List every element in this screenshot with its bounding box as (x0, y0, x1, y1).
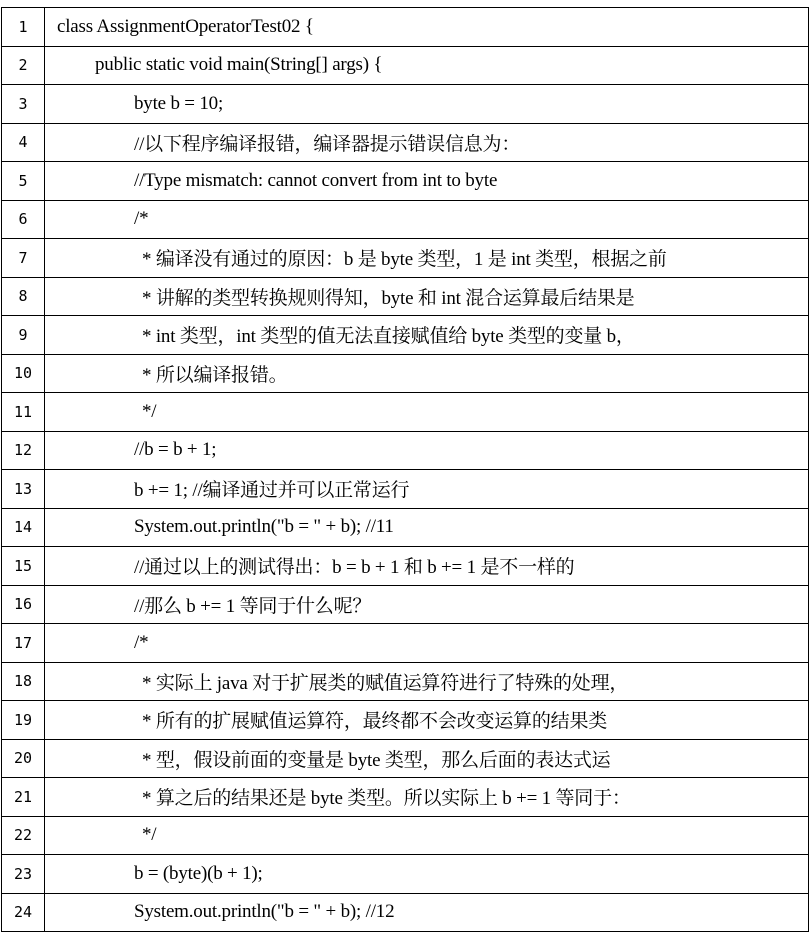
line-number: 22 (2, 816, 45, 855)
code-text: b += 1; //编译通过并可以正常运行 (134, 480, 410, 502)
code-text: * 所以编译报错。 (142, 364, 288, 386)
code-row (2, 277, 809, 316)
code-row (2, 46, 809, 85)
code-row (2, 508, 809, 547)
code-row (2, 816, 809, 855)
code-text: //Type mismatch: cannot convert from int to byte (134, 169, 498, 191)
code-cell (45, 778, 809, 817)
line-number: 10 (2, 354, 45, 393)
line-number: 19 (2, 701, 45, 740)
code-text: * int 类型，int 类型的值无法直接赋值给 byte 类型的变量 b， (142, 326, 635, 348)
code-listing-table (1, 7, 809, 932)
code-cell (45, 354, 809, 393)
line-number: 21 (2, 778, 45, 817)
line-number: 23 (2, 855, 45, 894)
line-number: 16 (2, 585, 45, 624)
code-cell (45, 816, 809, 855)
code-cell (45, 239, 809, 278)
code-row (2, 547, 809, 586)
code-text: * 实际上 java 对于扩展类的赋值运算符进行了特殊的处理， (142, 672, 629, 694)
line-number: 20 (2, 739, 45, 778)
code-text: * 所有的扩展赋值运算符，最终都不会改变运算的结果类 (142, 711, 608, 733)
code-text: //那么 b += 1 等同于什么呢？ (134, 595, 372, 617)
code-row (2, 393, 809, 432)
code-text: /* (134, 631, 149, 653)
line-number: 12 (2, 431, 45, 470)
code-row (2, 585, 809, 624)
code-row (2, 893, 809, 932)
code-cell (45, 739, 809, 778)
code-cell (45, 123, 809, 162)
code-row (2, 162, 809, 201)
code-text: * 型，假设前面的变量是 byte 类型，那么后面的表达式运 (142, 749, 611, 771)
code-text: System.out.println("b = " + b); //12 (134, 901, 395, 923)
code-cell (45, 162, 809, 201)
code-cell (45, 470, 809, 509)
line-number: 3 (2, 85, 45, 124)
code-text: //以下程序编译报错，编译器提示错误信息为： (134, 133, 521, 155)
code-cell (45, 46, 809, 85)
line-number: 8 (2, 277, 45, 316)
code-row (2, 739, 809, 778)
code-row (2, 855, 809, 894)
code-row (2, 431, 809, 470)
code-row (2, 354, 809, 393)
code-row (2, 624, 809, 663)
code-text: //b = b + 1; (134, 439, 217, 461)
code-text: */ (142, 824, 157, 846)
code-row (2, 123, 809, 162)
code-row (2, 85, 809, 124)
code-cell (45, 393, 809, 432)
code-text: * 讲解的类型转换规则得知，byte 和 int 混合运算最后结果是 (142, 287, 635, 309)
code-text: byte b = 10; (134, 92, 224, 114)
code-text: System.out.println("b = " + b); //11 (134, 516, 394, 538)
code-text: public static void main(String[] args) { (95, 54, 383, 76)
code-cell (45, 624, 809, 663)
line-number: 2 (2, 46, 45, 85)
code-text: //通过以上的测试得出：b = b + 1 和 b += 1 是不一样的 (134, 557, 575, 579)
line-number: 9 (2, 316, 45, 355)
code-row (2, 778, 809, 817)
code-cell (45, 200, 809, 239)
line-number: 5 (2, 162, 45, 201)
line-number: 4 (2, 123, 45, 162)
code-row (2, 662, 809, 701)
line-number: 24 (2, 893, 45, 932)
code-text: class AssignmentOperatorTest02 { (57, 15, 314, 37)
code-row (2, 316, 809, 355)
code-row (2, 701, 809, 740)
code-cell (45, 547, 809, 586)
line-number: 11 (2, 393, 45, 432)
code-row (2, 239, 809, 278)
code-row (2, 8, 809, 47)
code-text: * 编译没有通过的原因：b 是 byte 类型，1 是 int 类型，根据之前 (142, 249, 667, 271)
code-text: b = (byte)(b + 1); (134, 862, 263, 884)
code-cell (45, 893, 809, 932)
code-cell (45, 8, 809, 47)
line-number: 7 (2, 239, 45, 278)
code-text: */ (142, 400, 157, 422)
line-number: 14 (2, 508, 45, 547)
code-cell (45, 855, 809, 894)
code-cell (45, 431, 809, 470)
code-cell (45, 585, 809, 624)
code-cell (45, 662, 809, 701)
line-number: 13 (2, 470, 45, 509)
code-row (2, 470, 809, 509)
code-text: * 算之后的结果还是 byte 类型。所以实际上 b += 1 等同于： (142, 788, 631, 810)
code-cell (45, 701, 809, 740)
code-cell (45, 277, 809, 316)
line-number: 18 (2, 662, 45, 701)
line-number: 1 (2, 8, 45, 47)
code-cell (45, 85, 809, 124)
line-number: 15 (2, 547, 45, 586)
code-cell (45, 508, 809, 547)
code-row (2, 200, 809, 239)
line-number: 6 (2, 200, 45, 239)
code-text: /* (134, 208, 149, 230)
code-cell (45, 316, 809, 355)
line-number: 17 (2, 624, 45, 663)
